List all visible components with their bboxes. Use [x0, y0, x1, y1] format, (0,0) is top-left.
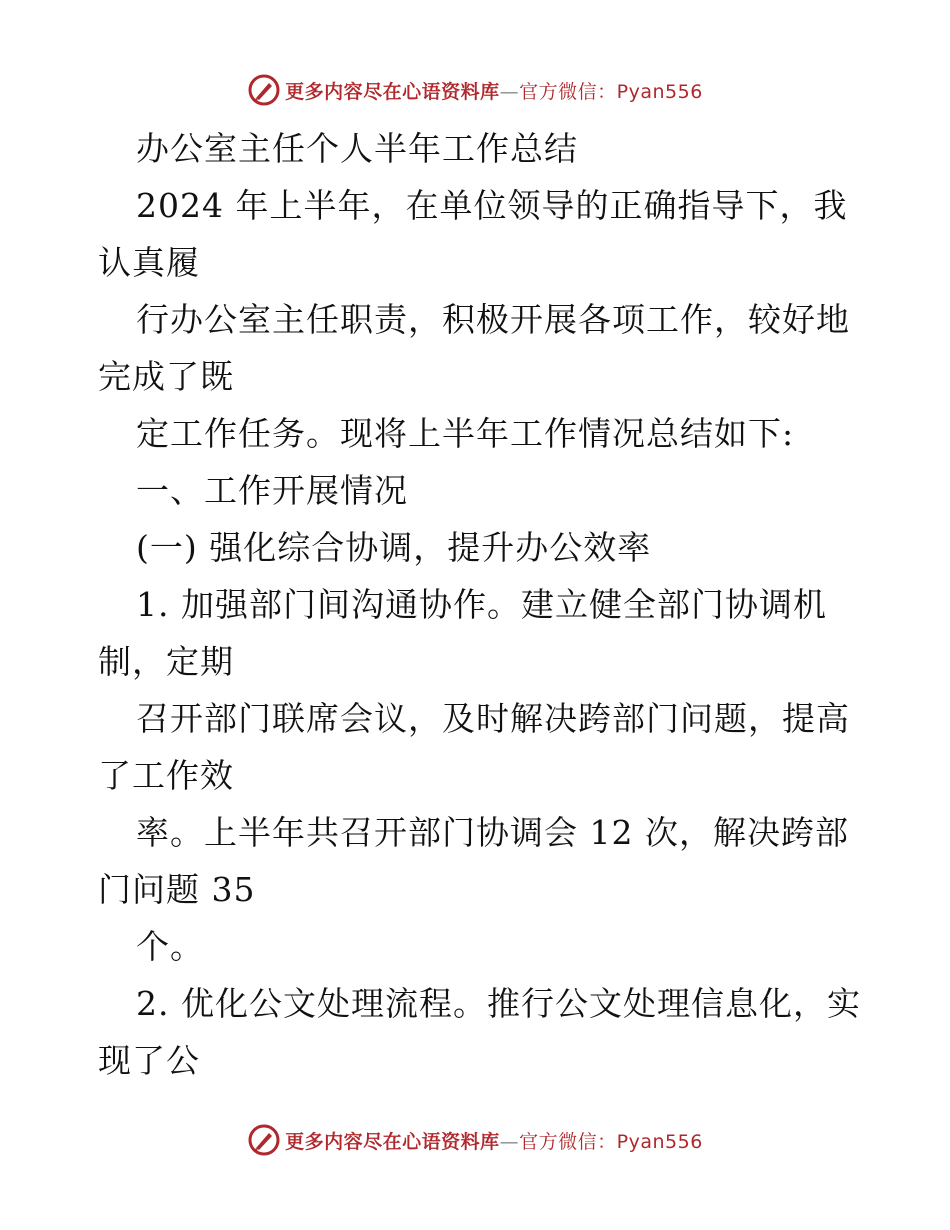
- text-line: 率。上半年共召开部门协调会 12 次，解决跨部: [136, 813, 849, 852]
- document-body: [98, 120, 868, 1089]
- header-watermark: [0, 70, 950, 110]
- watermark-contact-text: 官方微信：Pyan556: [519, 80, 703, 103]
- text-line: 个。: [136, 927, 204, 966]
- text-line: 2024 年上半年，在单位领导的正确指导下，我: [136, 186, 848, 225]
- subsection-heading: (一) 强化综合协调，提升办公效率: [136, 528, 652, 567]
- text-line: 办公室主任个人半年工作总结: [136, 129, 578, 168]
- watermark-separator: —: [499, 80, 520, 103]
- text-line: 完成了既: [98, 357, 234, 396]
- text-line: 门问题 35: [98, 870, 256, 909]
- text-line: 行办公室主任职责，积极开展各项工作，较好地: [136, 300, 850, 339]
- text-line: 召开部门联席会议，及时解决跨部门问题，提高: [136, 699, 850, 738]
- text-line: 2. 优化公文处理流程。推行公文处理信息化，实: [136, 984, 861, 1023]
- watermark-separator: —: [499, 1130, 520, 1153]
- pen-logo-icon: [247, 73, 281, 107]
- watermark-contact-text: 官方微信：Pyan556: [519, 1130, 703, 1153]
- text-line: 现了公: [98, 1041, 200, 1080]
- text-line: 定工作任务。现将上半年工作情况总结如下:: [136, 414, 795, 453]
- pen-logo-icon: [247, 1123, 281, 1157]
- text-line: 认真履: [98, 243, 200, 282]
- watermark-main-text: 更多内容尽在心语资料库: [285, 80, 500, 103]
- text-line: 了工作效: [98, 756, 234, 795]
- watermark-main-text: 更多内容尽在心语资料库: [285, 1130, 500, 1153]
- section-heading: 一、工作开展情况: [136, 471, 408, 510]
- text-line: 制，定期: [98, 642, 234, 681]
- footer-watermark: [0, 1120, 950, 1160]
- text-line: 1. 加强部门间沟通协作。建立健全部门协调机: [136, 585, 827, 624]
